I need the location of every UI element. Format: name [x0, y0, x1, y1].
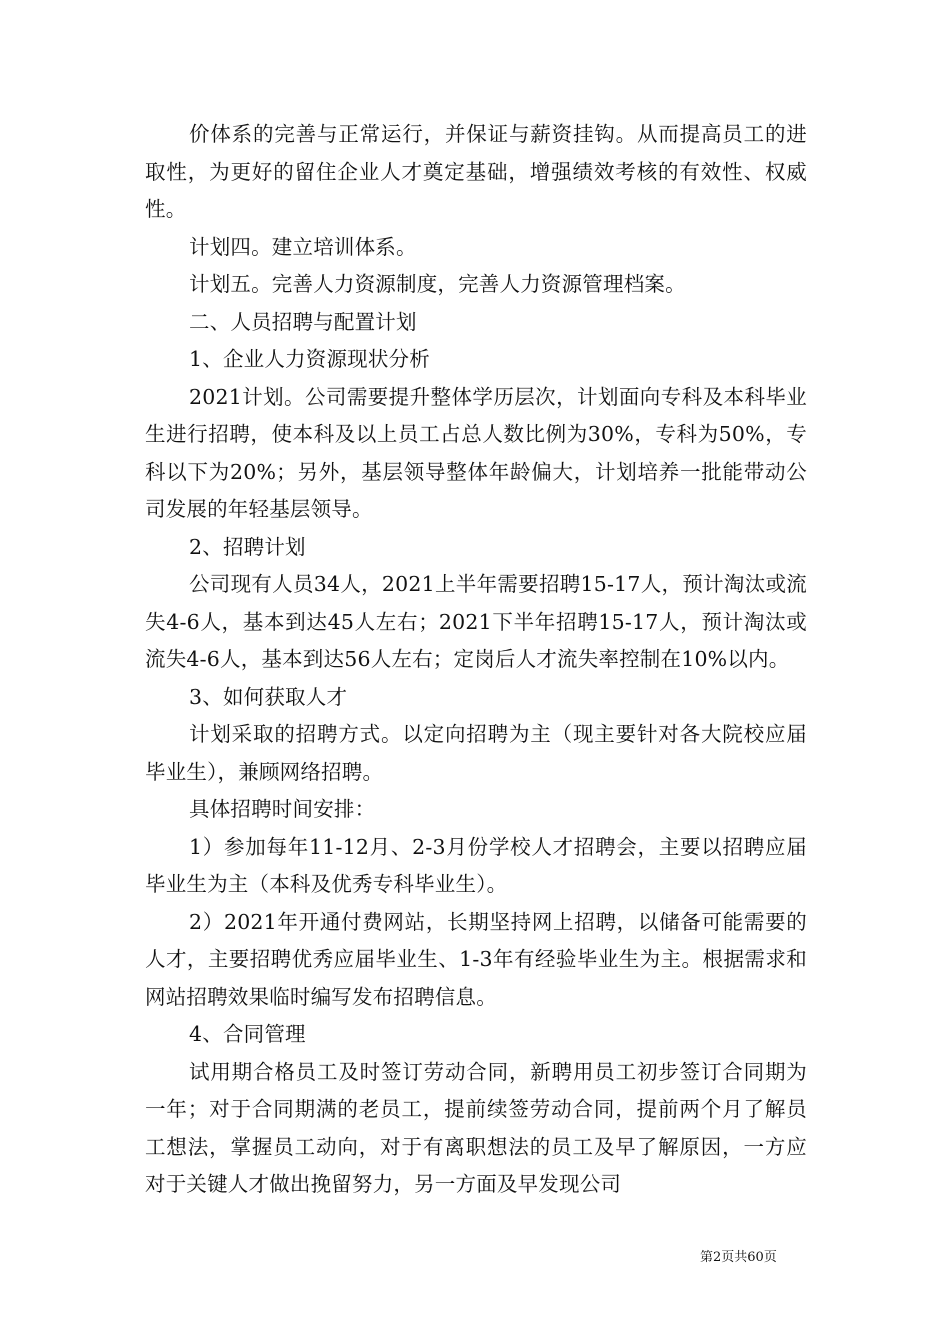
body-text: [145, 116, 807, 1204]
paragraph-schedule-item-1: 1）参加每年11-12月、2-3月份学校人才招聘会，主要以招聘应届毕业生为主（本科及优秀专科毕业生）。: [145, 834, 807, 896]
subheading-hr-status: 1、企业人力资源现状分析: [189, 347, 430, 371]
page-number-footer: 第2页共60页: [700, 1250, 777, 1265]
paragraph-plan-five: 计划五。完善人力资源制度，完善人力资源管理档案。: [189, 272, 686, 296]
paragraph-plan-four: 计划四。建立培训体系。: [189, 234, 417, 259]
paragraph-schedule-heading: 具体招聘时间安排：: [189, 797, 376, 821]
paragraph-continuation: 价体系的完善与正常运行，并保证与薪资挂钩。从而提高员工的进取性，为更好的留住企业人才奠定基础，增强绩效考核的有效性、权威性。: [145, 122, 807, 221]
paragraph-staffing-numbers: 公司现有人员34人，2021上半年需要招聘15-17人，预计淘汰或流失4-6人，基本到达45人左右；2021下半年招聘15-17人，预计淘汰或流失4-6人，基本到达56人左右；定岗后人才流失率控制在10%以内。: [145, 572, 807, 671]
paragraph-contract-details: 试用期合格员工及时签订劳动合同，新聘用员工初步签订合同期为一年；对于合同期满的老员工，提前续签劳动合同，提前两个月了解员工想法，掌握员工动向，对于有离职想法的员工及早了解原因，一方应对于关键人才做出挽留努力，另一方面及早发现公司: [145, 1059, 807, 1196]
subheading-recruitment-plan: 2、招聘计划: [189, 534, 306, 559]
subheading-talent-acquisition: 3、如何获取人才: [189, 684, 348, 709]
section-heading-recruitment: 二、人员招聘与配置计划: [189, 309, 417, 334]
subheading-contract-management: 4、合同管理: [189, 1022, 306, 1046]
paragraph-recruitment-method: 计划采取的招聘方式。以定向招聘为主（现主要针对各大院校应届毕业生），兼顾网络招聘。: [145, 722, 807, 784]
paragraph-schedule-item-2: 2）2021年开通付费网站，长期坚持网上招聘，以储备可能需要的人才，主要招聘优秀应届毕业生、1-3年有经验毕业生为主。根据需求和网站招聘效果临时编写发布招聘信息。: [145, 909, 807, 1009]
paragraph-2021-plan: 2021计划。公司需要提升整体学历层次，计划面向专科及本科毕业生进行招聘，使本科及以上员工占总人数比例为30%，专科为50%，专科以下为20%；另外，基层领导整体年龄偏大，计划培养一批能带动公司发展的年轻基层领导。: [145, 384, 807, 521]
